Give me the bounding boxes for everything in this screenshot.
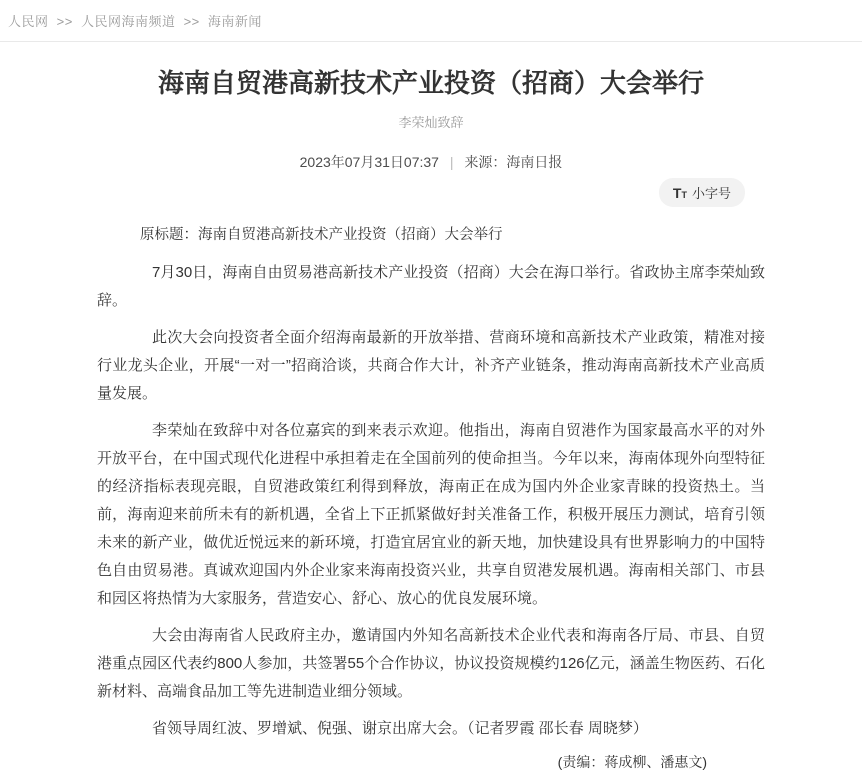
article-paragraph: 7月30日，海南自由贸易港高新技术产业投资（招商）大会在海口举行。省政协主席李荣灿致辞。 — [97, 264, 765, 309]
article-paragraph: 李荣灿在致辞中对各位嘉宾的到来表示欢迎。他指出，海南自贸港作为国家最高水平的对外开放平台，在中国式现代化进程中承担着走在全国前列的使命担当。今年以来，海南体现外向型特征的经济指标表现亮眼，自贸港政策红利得到释放，海南正在成为国内外企业家青睐的投资热土。当前，海南迎来前所未有的新机遇，全省上下正抓紧做好封关准备工作，积极开展压力测试，培育引领未来的新产业，做优近悦远来的新环境，打造宜居宜业的新天地，加快建设具有世界影响力的中国特色自由贸易港。真诚欢迎国内外企业家来海南投资兴业，共享自贸港发展机遇。海南相关部门、市县和园区将热情为大家服务，营造安心、舒心、放心的优良发展环境。 — [97, 422, 765, 607]
original-title-label: 原标题： — [140, 227, 198, 243]
header-divider — [0, 41, 862, 42]
font-size-button[interactable] — [659, 178, 745, 207]
breadcrumb-separator: >> — [183, 14, 200, 29]
editor-note: (责编：蒋成柳、潘惠文) — [557, 754, 707, 770]
original-title — [97, 223, 765, 244]
page-title: 海南自贸港高新技术产业投资（招商）大会举行 — [157, 68, 704, 98]
publish-date: 2023年07月31日07:37 — [299, 154, 439, 170]
breadcrumb-link-hainan-news[interactable]: 海南新闻 — [207, 14, 262, 29]
breadcrumb-separator: >> — [56, 14, 73, 29]
original-title-text: 海南自贸港高新技术产业投资（招商）大会举行 — [198, 227, 503, 243]
source-link[interactable]: 海南日报 — [506, 154, 563, 170]
dateline-separator: | — [449, 154, 454, 170]
font-size-label: 小字号 — [691, 186, 731, 201]
article-dateline — [97, 152, 765, 172]
article-paragraph: 此次大会向投资者全面介绍海南最新的开放举措、营商环境和高新技术产业政策，精准对接行业龙头企业，开展“一对一”招商洽谈，共商合作大计，补齐产业链条，推动海南高新技术产业高质量发展。 — [97, 329, 765, 402]
breadcrumb-link-peoples-daily[interactable]: 人民网 — [8, 14, 49, 29]
font-size-icon: T T — [672, 184, 687, 201]
source-label: 来源： — [464, 154, 507, 170]
article-subtitle: 李荣灿致辞 — [398, 115, 464, 130]
article-paragraph: 大会由海南省人民政府主办，邀请国内外知名高新技术企业代表和海南各厅局、市县、自贸港重点园区代表约800人参加，共签署55个合作协议，协议投资规模约126亿元，涵盖生物医药、石化新材料、高端食品加工等先进制造业细分领域。 — [97, 627, 765, 700]
article-toolbar — [97, 178, 765, 206]
breadcrumb — [0, 0, 862, 30]
article-container — [97, 67, 765, 772]
breadcrumb-link-hainan-channel[interactable]: 人民网海南频道 — [80, 14, 176, 29]
article-body — [97, 259, 765, 743]
article-paragraph: 省领导周红波、罗增斌、倪强、谢京出席大会。（记者罗霞 邵长春 周晓梦） — [152, 720, 648, 737]
